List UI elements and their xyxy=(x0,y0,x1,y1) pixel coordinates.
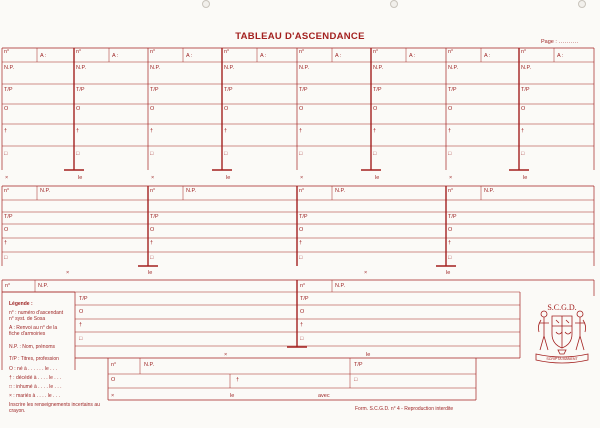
birth-label: O xyxy=(299,106,304,112)
legend-item: O : né à . . . . . . le . . . xyxy=(9,366,58,372)
birth-label: O xyxy=(300,309,305,315)
name-label: N.P. xyxy=(150,65,160,71)
title-profession-label: T/P xyxy=(448,87,457,93)
marriage-date-label: le xyxy=(148,270,153,276)
name-label: N.P. xyxy=(448,65,458,71)
ascendant-number-label: n° xyxy=(373,49,379,55)
legend-item: fiche d'armoiries xyxy=(9,331,46,337)
burial-label: □ xyxy=(224,151,228,157)
burial-label: □ xyxy=(300,336,304,342)
marriage-label: × xyxy=(364,270,368,276)
birth-label: O xyxy=(224,106,229,112)
ascendant-number-label: n° xyxy=(5,283,11,289)
name-label: N.P. xyxy=(484,188,494,194)
burial-label: □ xyxy=(448,151,452,157)
birth-label: O xyxy=(4,227,9,233)
name-label: N.P. xyxy=(38,283,48,289)
marriage-date-label: le xyxy=(446,270,451,276)
title-profession-label: T/P xyxy=(448,214,457,220)
arms-ref-label: A : xyxy=(40,53,47,59)
birth-label: O xyxy=(150,106,155,112)
name-label: N.P. xyxy=(186,188,196,194)
death-label: † xyxy=(79,322,83,328)
ascendant-number-label: n° xyxy=(521,49,527,55)
birth-label: O xyxy=(373,106,378,112)
burial-label: □ xyxy=(521,151,525,157)
society-emblem xyxy=(530,298,594,380)
name-label: N.P. xyxy=(4,65,14,71)
ascendant-number-label: n° xyxy=(448,49,454,55)
legend-heading: Légende : xyxy=(9,301,33,307)
birth-label: O xyxy=(4,106,9,112)
birth-label: O xyxy=(111,377,116,383)
arms-ref-label: A : xyxy=(484,53,491,59)
name-label: N.P. xyxy=(40,188,50,194)
burial-label: □ xyxy=(76,151,80,157)
marriage-date-label: le xyxy=(226,175,231,181)
death-label: † xyxy=(373,128,377,134)
title-profession-label: T/P xyxy=(300,296,309,302)
title-profession-label: T/P xyxy=(224,87,233,93)
title-profession-label: T/P xyxy=(373,87,382,93)
death-label: † xyxy=(150,240,154,246)
ascendant-number-label: n° xyxy=(150,49,156,55)
ascendant-number-label: n° xyxy=(299,188,305,194)
burial-label: □ xyxy=(150,151,154,157)
death-label: † xyxy=(150,128,154,134)
title-profession-label: T/P xyxy=(4,87,13,93)
birth-label: O xyxy=(521,106,526,112)
title-profession-label: T/P xyxy=(4,214,13,220)
legend-item: Inscrire les renseignements incertains au crayon. xyxy=(9,402,100,414)
birth-label: O xyxy=(79,309,84,315)
birth-label: O xyxy=(150,227,155,233)
arms-ref-label: A : xyxy=(335,53,342,59)
legend-item: □ : inhumé à . . . . le . . . xyxy=(9,384,62,390)
burial-label: □ xyxy=(4,255,8,261)
birth-label: O xyxy=(448,227,453,233)
legend-item: n° : numéro d'ascendant xyxy=(9,310,64,316)
marriage-date-label: le xyxy=(78,175,83,181)
arms-ref-label: A : xyxy=(186,53,193,59)
ascendant-number-label: n° xyxy=(224,49,230,55)
ascendant-number-label: n° xyxy=(300,283,306,289)
title-profession-label: T/P xyxy=(521,87,530,93)
ascendant-number-label: n° xyxy=(4,188,10,194)
footer-note: Form. S.C.G.D. n° 4 - Reproduction interdite xyxy=(355,406,454,412)
death-label: † xyxy=(448,128,452,134)
death-label: † xyxy=(448,240,452,246)
legend-item: † : décédé à . . . . le . . . xyxy=(9,375,62,381)
marriage-label: × xyxy=(151,175,155,181)
burial-label: □ xyxy=(299,151,303,157)
emblem-ribbon: SCRIPTA MANENT xyxy=(546,357,578,361)
title-profession-label: T/P xyxy=(150,214,159,220)
title-profession-label: T/P xyxy=(76,87,85,93)
title-profession-label: T/P xyxy=(150,87,159,93)
birth-label: O xyxy=(448,106,453,112)
title-profession-label: T/P xyxy=(354,362,363,368)
marriage-label: × xyxy=(5,175,9,181)
emblem-text: S.C.G.D. xyxy=(547,303,577,312)
spouse-label: avec xyxy=(318,393,330,399)
burial-label: □ xyxy=(299,255,303,261)
title-profession-label: T/P xyxy=(79,296,88,302)
marriage-label: × xyxy=(66,270,70,276)
marriage-date-label: le xyxy=(375,175,380,181)
death-label: † xyxy=(76,128,80,134)
death-label: † xyxy=(299,240,303,246)
arms-ref-label: A : xyxy=(112,53,119,59)
burial-label: □ xyxy=(4,151,8,157)
arms-ref-label: A : xyxy=(409,53,416,59)
death-label: † xyxy=(4,240,8,246)
name-label: N.P. xyxy=(76,65,86,71)
legend-item: N.P. : Nom, prénoms xyxy=(9,344,56,350)
page-title: TABLEAU D'ASCENDANCE xyxy=(235,31,365,42)
name-label: N.P. xyxy=(335,283,345,289)
marriage-label: × xyxy=(224,352,228,358)
legend-item: × : mariés à . . . . le . . . xyxy=(9,393,60,399)
burial-label: □ xyxy=(373,151,377,157)
birth-label: O xyxy=(76,106,81,112)
death-label: † xyxy=(4,128,8,134)
name-label: N.P. xyxy=(373,65,383,71)
title-profession-label: T/P xyxy=(299,214,308,220)
ascendant-number-label: n° xyxy=(76,49,82,55)
death-label: † xyxy=(224,128,228,134)
ascendant-number-label: n° xyxy=(150,188,156,194)
ascendant-number-label: n° xyxy=(111,362,117,368)
name-label: N.P. xyxy=(224,65,234,71)
name-label: N.P. xyxy=(335,188,345,194)
arms-ref-label: A : xyxy=(260,53,267,59)
burial-label: □ xyxy=(150,255,154,261)
legend-item: T/P : Titres, profession xyxy=(9,356,59,362)
death-label: † xyxy=(236,377,240,383)
legend-item: n° syst. de Sosa xyxy=(9,316,46,322)
marriage-label: × xyxy=(449,175,453,181)
marriage-date-label: le xyxy=(523,175,528,181)
name-label: N.P. xyxy=(299,65,309,71)
name-label: N.P. xyxy=(144,362,154,368)
burial-label: □ xyxy=(79,336,83,342)
ascendant-number-label: n° xyxy=(299,49,305,55)
death-label: † xyxy=(299,128,303,134)
legend-item: A : Renvoi au n° de la xyxy=(9,325,58,331)
death-label: † xyxy=(300,322,304,328)
burial-label: □ xyxy=(354,377,358,383)
title-profession-label: T/P xyxy=(299,87,308,93)
marriage-date-label: le xyxy=(366,352,371,358)
burial-label: □ xyxy=(448,255,452,261)
ascendant-number-label: n° xyxy=(4,49,10,55)
birth-label: O xyxy=(299,227,304,233)
ascendant-number-label: n° xyxy=(448,188,454,194)
name-label: N.P. xyxy=(521,65,531,71)
marriage-label: × xyxy=(300,175,304,181)
marriage-label: × xyxy=(111,393,115,399)
page-number-label: Page : .......... xyxy=(541,39,579,45)
marriage-date-label: le xyxy=(230,393,235,399)
arms-ref-label: A : xyxy=(557,53,564,59)
death-label: † xyxy=(521,128,525,134)
